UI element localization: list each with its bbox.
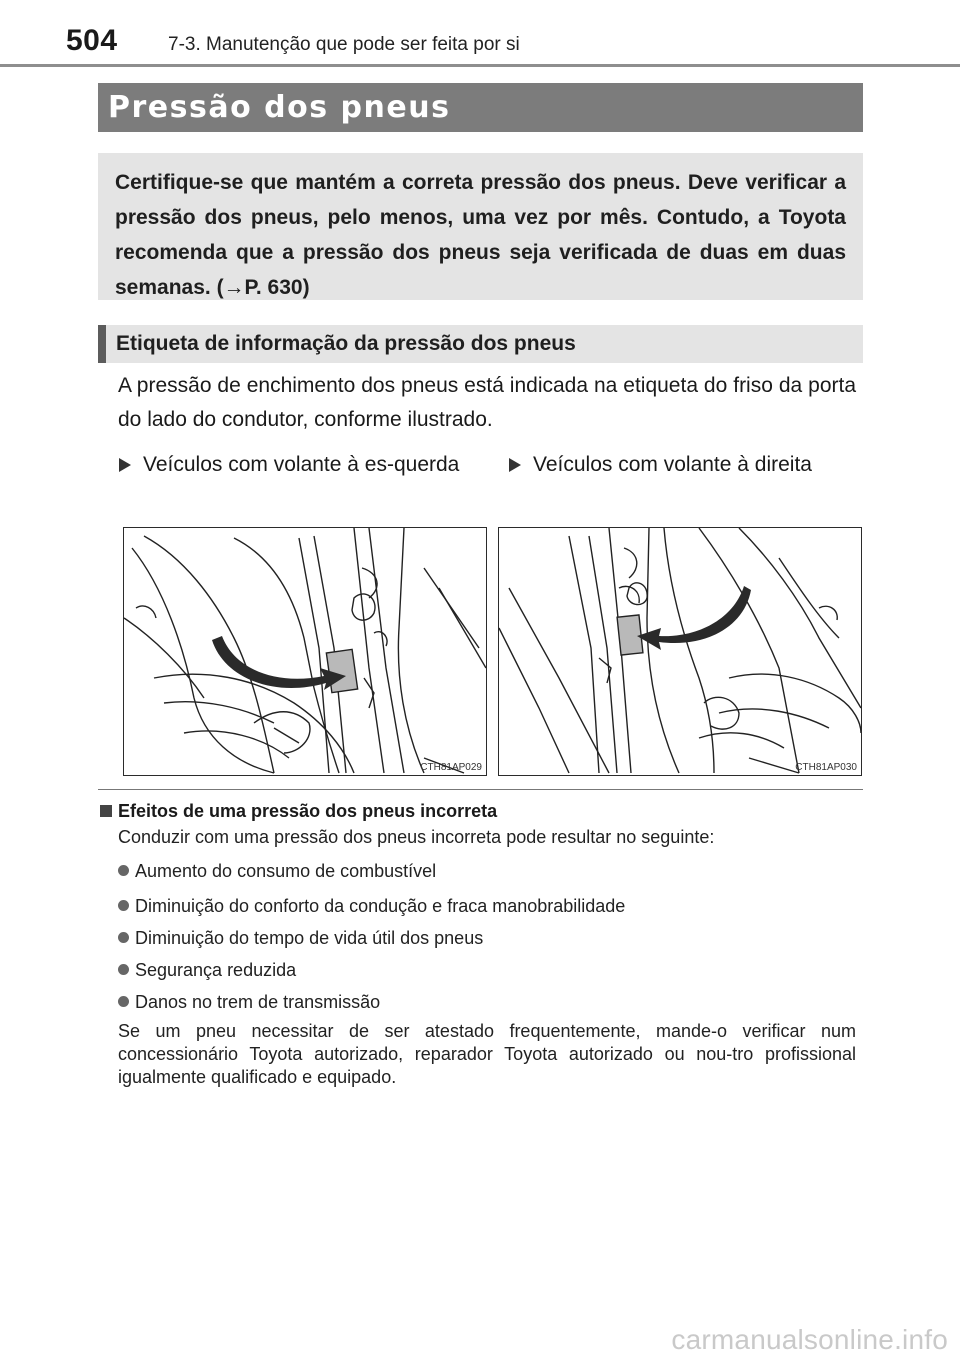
separator-rule: [98, 789, 863, 790]
header-rule: [0, 64, 960, 67]
circle-bullet-icon: [118, 964, 129, 975]
effects-heading: [100, 799, 497, 823]
circle-bullet-icon: [118, 932, 129, 943]
effects-item: [118, 894, 625, 918]
door-frame-illustration: [124, 528, 486, 775]
section-heading: Etiqueta de informação da pressão dos pneus: [98, 325, 863, 363]
circle-bullet-icon: [118, 996, 129, 1007]
effects-item-text: Segurança reduzida: [135, 960, 297, 980]
page-title: Pressão dos pneus: [108, 90, 451, 125]
page-number: 504: [66, 24, 118, 57]
section-body: A pressão de enchimento dos pneus está indicada na etiqueta do friso da porta do lado do condutor, conforme ilustrado.: [118, 374, 856, 431]
effects-item: [118, 859, 436, 883]
figure-label-right: [508, 448, 883, 481]
figure-label-left-text: Veículos com volante à es-querda: [143, 453, 460, 476]
illustration-right: [498, 527, 862, 776]
triangle-bullet-icon: [508, 458, 522, 472]
running-head: 7-3. Manutenção que pode ser feita por si: [168, 34, 520, 55]
triangle-bullet-icon: [118, 458, 132, 472]
illustration-left: [123, 527, 487, 776]
effects-item-text: Danos no trem de transmissão: [135, 992, 381, 1012]
effects-item: [118, 926, 483, 950]
figure-code-left: CTH81AP029: [420, 762, 482, 773]
watermark: carmanualsonline.info: [671, 1324, 948, 1355]
door-frame-illustration: [499, 528, 861, 775]
intro-box: Certifique-se que mantém a correta pressão dos pneus. Deve verificar a pressão dos pneus, pelo menos, uma vez por mês. Contudo, a Toyota recomenda que a pressão dos pneus seja verificada de duas em duas semanas. (→P. 630): [98, 153, 863, 300]
figure-label-left: [118, 448, 488, 481]
circle-bullet-icon: [118, 865, 129, 876]
figure-code-right: CTH81AP030: [795, 762, 857, 773]
effects-closing: Se um pneu necessitar de ser atestado frequentemente, mande-o verificar num concessionário Toyota autorizado, reparador Toyota autorizado ou nou-tro profissional igualmente qualificado e equipado.: [118, 1021, 856, 1087]
square-bullet-icon: [100, 805, 112, 817]
effects-item-text: Diminuição do tempo de vida útil dos pneus: [135, 928, 484, 948]
effects-heading-text: Efeitos de uma pressão dos pneus incorreta: [118, 801, 498, 821]
effects-item: [118, 990, 380, 1014]
effects-item-text: Diminuição do conforto da condução e fraca manobrabilidade: [135, 896, 626, 916]
figure-label-right-text: Veículos com volante à direita: [533, 453, 812, 476]
effects-item: [118, 958, 296, 982]
title-bar: [98, 83, 863, 132]
effects-lead: Conduzir com uma pressão dos pneus incorreta pode resultar no seguinte:: [118, 827, 715, 847]
circle-bullet-icon: [118, 900, 129, 911]
effects-item-text: Aumento do consumo de combustível: [135, 861, 437, 881]
